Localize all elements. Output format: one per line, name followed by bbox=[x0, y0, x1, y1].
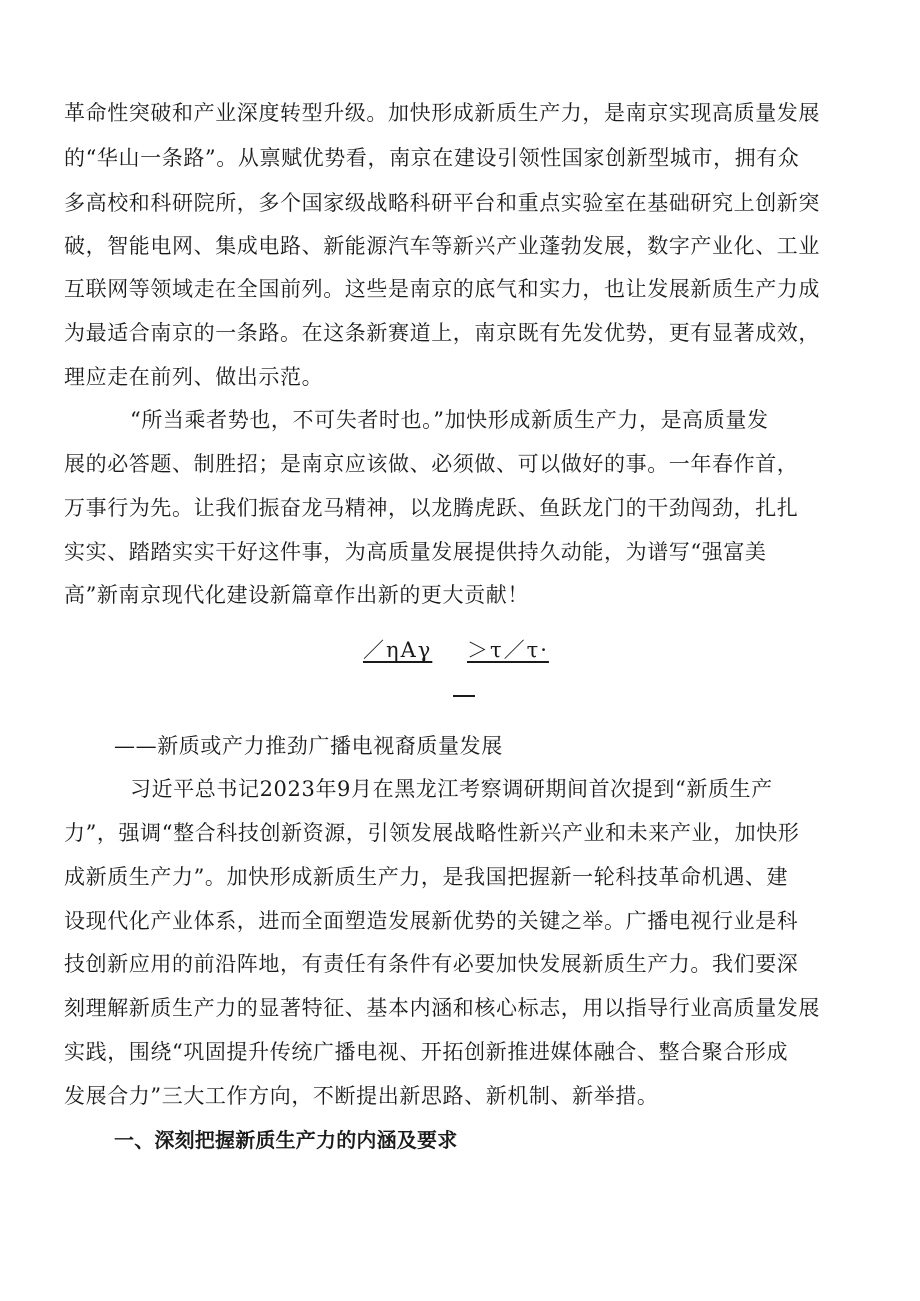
garbled-title bbox=[363, 637, 549, 663]
paragraph-line: 力”，强调“整合科技创新资源，引领发展战略性新兴产业和未来产业，加快形 bbox=[64, 821, 800, 845]
paragraph-line: 成新质生产力”。加快形成新质生产力，是我国把握新一轮科技革命机遇、建 bbox=[64, 865, 789, 889]
paragraph-line: 刻理解新质生产力的显著特征、基本内涵和核心标志，用以指导行业高质量发展 bbox=[64, 996, 820, 1020]
paragraph-line: 习近平总书记2023年9月在黑龙江考察调研期间首次提到“新质生产 bbox=[130, 777, 773, 801]
garbled-title-part-a: ／ηAγ bbox=[363, 638, 433, 662]
garbled-title-part-b: ＞τ／τ· bbox=[467, 638, 549, 662]
paragraph-line: 万事行为先。让我们振奋龙马精神，以龙腾虎跃、鱼跃龙门的干劲闯劲，扎扎 bbox=[64, 496, 799, 520]
title-underline-rule bbox=[453, 695, 475, 697]
paragraph-line: 展的必答题、制胜招；是南京应该做、必须做、可以做好的事。一年春作首， bbox=[64, 452, 799, 476]
paragraph-line: 实践，围绕“巩固提升传统广播电视、开拓创新推进媒体融合、整合聚合形成 bbox=[64, 1040, 789, 1064]
paragraph-line: 为最适合南京的一条路。在这条新赛道上，南京既有先发优势，更有显著成效， bbox=[64, 321, 820, 345]
subtitle: ——新质或产力推劲广播电视裔质量发展 bbox=[114, 734, 503, 758]
paragraph-line: 的“华山一条路”。从禀赋优势看，南京在建设引领性国家创新型城市，拥有众 bbox=[64, 146, 800, 170]
paragraph-line: 设现代化产业体系，进而全面塑造发展新优势的关键之举。广播电视行业是科 bbox=[64, 909, 799, 933]
paragraph-line: 高”新南京现代化建设新篇章作出新的更大贡献！ bbox=[64, 583, 529, 607]
paragraph-line: 破，智能电网、集成电路、新能源汽车等新兴产业蓬勃发展，数字产业化、工业 bbox=[64, 234, 820, 258]
paragraph-line: 多高校和科研院所，多个国家级战略科研平台和重点实验室在基础研究上创新突 bbox=[64, 191, 820, 215]
paragraph-line: 实实、踏踏实实干好这件事，为高质量发展提供持久动能，为谱写“强富美 bbox=[64, 540, 767, 564]
paragraph-line: 技创新应用的前沿阵地，有责任有条件有必要加快发展新质生产力。我们要深 bbox=[64, 952, 799, 976]
paragraph-line: 发展合力”三大工作方向，不断提出新思路、新机制、新举措。 bbox=[64, 1084, 659, 1108]
paragraph-line: “所当乘者势也，不可失者时也。”加快形成新质生产力，是高质量发 bbox=[130, 408, 769, 432]
paragraph-line: 理应走在前列、做出示范。 bbox=[64, 365, 324, 389]
paragraph-line: 革命性突破和产业深度转型升级。加快形成新质生产力，是南京实现高质量发展 bbox=[64, 101, 820, 125]
paragraph-line: 互联网等领域走在全国前列。这些是南京的底气和实力，也让发展新质生产力成 bbox=[64, 277, 820, 301]
section-heading: 一、深刻把握新质生产力的内涵及要求 bbox=[114, 1128, 458, 1152]
